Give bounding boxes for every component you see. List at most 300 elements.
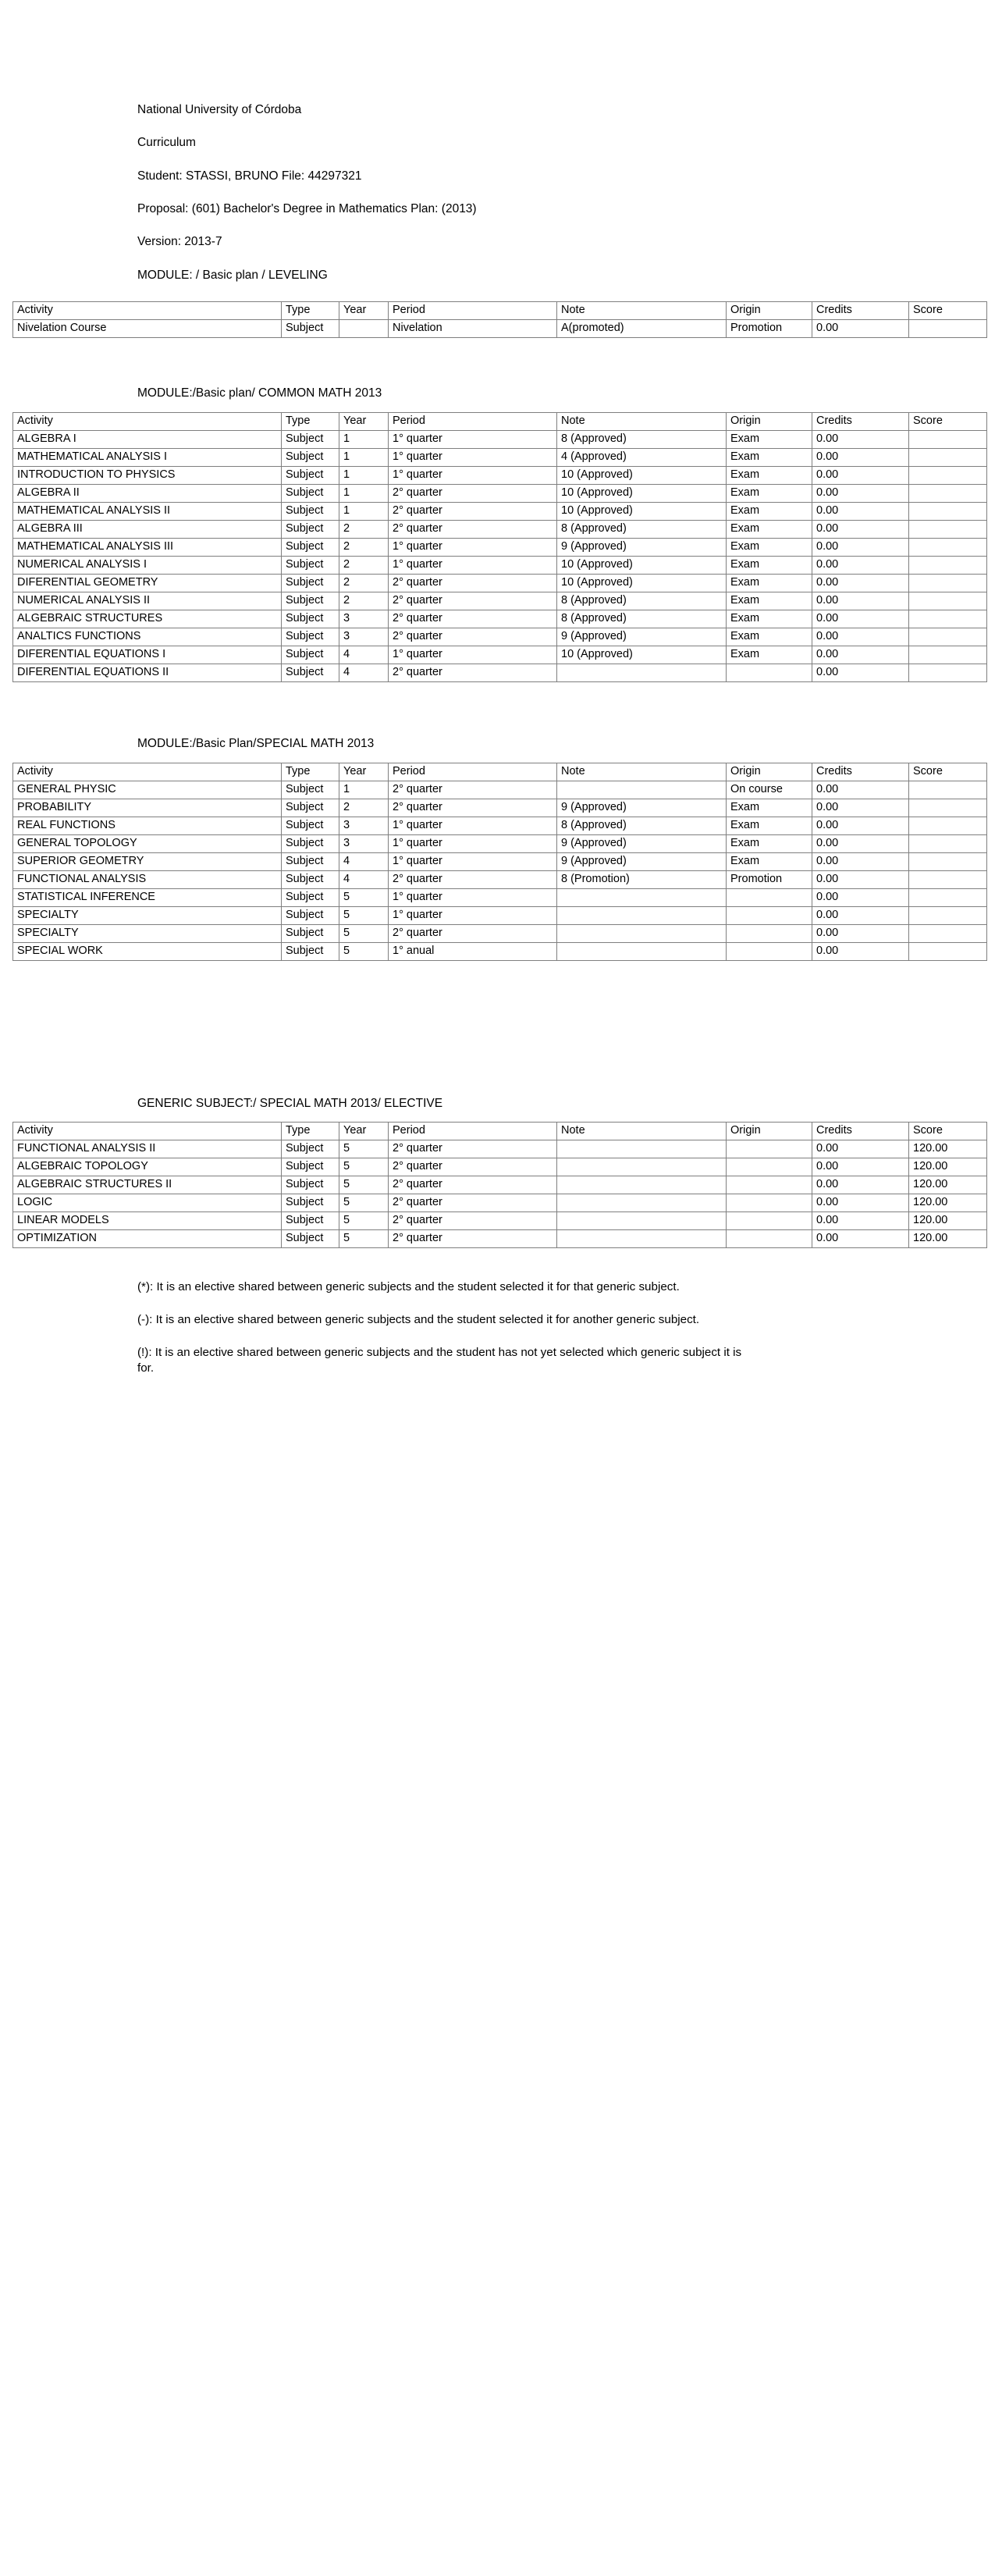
cell-note — [557, 1230, 727, 1248]
cell-credits: 0.00 — [812, 484, 909, 502]
cell-period: 2° quarter — [389, 1212, 557, 1230]
cell-activity: MATHEMATICAL ANALYSIS I — [13, 448, 282, 466]
cell-note: 4 (Approved) — [557, 448, 727, 466]
cell-note: 8 (Promotion) — [557, 870, 727, 888]
cell-origin: Exam — [727, 448, 812, 466]
cell-type: Subject — [282, 888, 339, 906]
cell-score: 120.00 — [909, 1230, 987, 1248]
cell-credits: 0.00 — [812, 924, 909, 942]
cell-credits: 0.00 — [812, 1230, 909, 1248]
cell-origin: Exam — [727, 520, 812, 538]
table-row — [13, 1212, 987, 1230]
column-header-activity: Activity — [13, 412, 282, 430]
spacer — [0, 338, 995, 386]
cell-score: 120.00 — [909, 1212, 987, 1230]
cell-score — [909, 817, 987, 834]
cell-year: 4 — [339, 664, 389, 681]
cell-credits: 0.00 — [812, 592, 909, 610]
cell-activity: NUMERICAL ANALYSIS II — [13, 592, 282, 610]
cell-year: 2 — [339, 520, 389, 538]
cell-credits: 0.00 — [812, 852, 909, 870]
cell-activity: DIFERENTIAL EQUATIONS I — [13, 646, 282, 664]
cell-period: 2° quarter — [389, 574, 557, 592]
cell-year: 1 — [339, 781, 389, 799]
cell-year: 5 — [339, 1158, 389, 1176]
cell-score: 120.00 — [909, 1194, 987, 1212]
cell-period: 1° anual — [389, 942, 557, 960]
section-title-special-math: MODULE:/Basic Plan/SPECIAL MATH 2013 — [137, 736, 375, 750]
column-header-note: Note — [557, 1123, 727, 1140]
cell-score: 120.00 — [909, 1158, 987, 1176]
table-row — [13, 538, 987, 556]
cell-note: 9 (Approved) — [557, 852, 727, 870]
column-header-year: Year — [339, 301, 389, 319]
cell-credits: 0.00 — [812, 888, 909, 906]
cell-note — [557, 1212, 727, 1230]
cell-note: A(promoted) — [557, 319, 727, 337]
table-row — [13, 781, 987, 799]
column-header-period: Period — [389, 301, 557, 319]
cell-activity: SUPERIOR GEOMETRY — [13, 852, 282, 870]
cell-credits: 0.00 — [812, 430, 909, 448]
cell-note — [557, 664, 727, 681]
cell-credits: 0.00 — [812, 1212, 909, 1230]
cell-activity: LINEAR MODELS — [13, 1212, 282, 1230]
cell-year: 2 — [339, 592, 389, 610]
cell-year: 3 — [339, 817, 389, 834]
spacer — [0, 961, 995, 1097]
cell-type: Subject — [282, 556, 339, 574]
cell-year: 3 — [339, 628, 389, 646]
cell-period: 2° quarter — [389, 924, 557, 942]
cell-note: 8 (Approved) — [557, 520, 727, 538]
table-body — [13, 430, 987, 681]
cell-type: Subject — [282, 870, 339, 888]
table-row — [13, 799, 987, 817]
table-elective — [12, 1122, 987, 1248]
cell-activity: PROBABILITY — [13, 799, 282, 817]
cell-year: 5 — [339, 1212, 389, 1230]
cell-credits: 0.00 — [812, 781, 909, 799]
cell-type: Subject — [282, 799, 339, 817]
section-title-common-math: MODULE:/Basic plan/ COMMON MATH 2013 — [137, 386, 382, 400]
table-row — [13, 1176, 987, 1194]
cell-origin: Exam — [727, 610, 812, 628]
cell-year: 2 — [339, 556, 389, 574]
cell-origin: Exam — [727, 817, 812, 834]
cell-type: Subject — [282, 1158, 339, 1176]
cell-credits: 0.00 — [812, 628, 909, 646]
cell-type: Subject — [282, 664, 339, 681]
cell-year — [339, 319, 389, 337]
table-row — [13, 319, 987, 337]
cell-credits: 0.00 — [812, 646, 909, 664]
cell-credits: 0.00 — [812, 664, 909, 681]
cell-note — [557, 1194, 727, 1212]
cell-activity: FUNCTIONAL ANALYSIS II — [13, 1140, 282, 1158]
cell-score — [909, 646, 987, 664]
legend-note-dash: (-): It is an elective shared between generic subjects and the student selected it for another generic subject. — [137, 1313, 700, 1327]
cell-score — [909, 448, 987, 466]
cell-type: Subject — [282, 1230, 339, 1248]
legend-notes — [0, 1273, 995, 1375]
cell-activity: SPECIALTY — [13, 924, 282, 942]
cell-activity: NUMERICAL ANALYSIS I — [13, 556, 282, 574]
column-header-credits: Credits — [812, 301, 909, 319]
table-body — [13, 1140, 987, 1248]
cell-score — [909, 430, 987, 448]
cell-score: 120.00 — [909, 1176, 987, 1194]
cell-note: 10 (Approved) — [557, 466, 727, 484]
cell-note — [557, 781, 727, 799]
column-header-note: Note — [557, 763, 727, 781]
cell-type: Subject — [282, 484, 339, 502]
cell-period: 2° quarter — [389, 870, 557, 888]
table-common-math — [12, 412, 987, 682]
table-row — [13, 484, 987, 502]
cell-period: 1° quarter — [389, 817, 557, 834]
cell-origin — [727, 1158, 812, 1176]
column-header-origin: Origin — [727, 763, 812, 781]
cell-score: 120.00 — [909, 1140, 987, 1158]
cell-period: 2° quarter — [389, 1176, 557, 1194]
table-row — [13, 852, 987, 870]
cell-type: Subject — [282, 852, 339, 870]
cell-credits: 0.00 — [812, 556, 909, 574]
section-title-leveling: MODULE: / Basic plan / LEVELING — [137, 268, 328, 282]
column-header-origin: Origin — [727, 1123, 812, 1140]
cell-activity: OPTIMIZATION — [13, 1230, 282, 1248]
cell-type: Subject — [282, 592, 339, 610]
cell-credits: 0.00 — [812, 799, 909, 817]
cell-type: Subject — [282, 574, 339, 592]
cell-period: 1° quarter — [389, 834, 557, 852]
cell-score — [909, 556, 987, 574]
table-special-math — [12, 763, 987, 961]
cell-note — [557, 888, 727, 906]
cell-note: 9 (Approved) — [557, 538, 727, 556]
column-header-score: Score — [909, 301, 987, 319]
cell-period: 2° quarter — [389, 592, 557, 610]
table-row — [13, 430, 987, 448]
cell-origin: Exam — [727, 538, 812, 556]
cell-type: Subject — [282, 1140, 339, 1158]
cell-credits: 0.00 — [812, 574, 909, 592]
cell-score — [909, 520, 987, 538]
cell-year: 5 — [339, 924, 389, 942]
cell-origin: Exam — [727, 852, 812, 870]
column-header-credits: Credits — [812, 1123, 909, 1140]
cell-type: Subject — [282, 1176, 339, 1194]
legend-note-exclamation: (!): It is an elective shared between generic subjects and the student has not yet selected which generic subject it is for. — [137, 1345, 742, 1375]
cell-credits: 0.00 — [812, 466, 909, 484]
cell-activity: ALGEBRA I — [13, 430, 282, 448]
cell-origin — [727, 924, 812, 942]
table-row — [13, 502, 987, 520]
cell-note: 8 (Approved) — [557, 817, 727, 834]
column-header-type: Type — [282, 412, 339, 430]
table-row — [13, 574, 987, 592]
cell-score — [909, 664, 987, 681]
cell-year: 5 — [339, 1140, 389, 1158]
cell-period: 2° quarter — [389, 610, 557, 628]
cell-origin — [727, 942, 812, 960]
table-header-row — [13, 301, 987, 319]
cell-origin: Exam — [727, 574, 812, 592]
column-header-period: Period — [389, 1123, 557, 1140]
cell-type: Subject — [282, 1194, 339, 1212]
table-row — [13, 1194, 987, 1212]
cell-activity: DIFERENTIAL EQUATIONS II — [13, 664, 282, 681]
cell-year: 5 — [339, 888, 389, 906]
cell-credits: 0.00 — [812, 448, 909, 466]
cell-year: 3 — [339, 834, 389, 852]
cell-year: 5 — [339, 1176, 389, 1194]
table-row — [13, 942, 987, 960]
cell-period: 2° quarter — [389, 1230, 557, 1248]
cell-type: Subject — [282, 942, 339, 960]
cell-credits: 0.00 — [812, 538, 909, 556]
table-row — [13, 870, 987, 888]
column-header-type: Type — [282, 1123, 339, 1140]
legend-note-asterisk: (*): It is an elective shared between generic subjects and the student selected it for that generic subject. — [137, 1280, 680, 1294]
cell-activity: ALGEBRA III — [13, 520, 282, 538]
cell-period: 1° quarter — [389, 466, 557, 484]
cell-type: Subject — [282, 430, 339, 448]
cell-origin: Exam — [727, 502, 812, 520]
cell-credits: 0.00 — [812, 817, 909, 834]
cell-period: Nivelation — [389, 319, 557, 337]
table-row — [13, 906, 987, 924]
cell-origin: Exam — [727, 556, 812, 574]
cell-period: 1° quarter — [389, 906, 557, 924]
cell-year: 5 — [339, 906, 389, 924]
cell-score — [909, 781, 987, 799]
university-name: National University of Córdoba — [137, 103, 302, 116]
cell-type: Subject — [282, 628, 339, 646]
table-row — [13, 664, 987, 681]
cell-score — [909, 484, 987, 502]
table-row — [13, 628, 987, 646]
cell-score — [909, 852, 987, 870]
cell-score — [909, 799, 987, 817]
cell-year: 5 — [339, 942, 389, 960]
column-header-credits: Credits — [812, 763, 909, 781]
cell-year: 1 — [339, 448, 389, 466]
cell-credits: 0.00 — [812, 1194, 909, 1212]
cell-note: 8 (Approved) — [557, 430, 727, 448]
cell-credits: 0.00 — [812, 502, 909, 520]
cell-type: Subject — [282, 781, 339, 799]
cell-origin — [727, 1194, 812, 1212]
cell-period: 1° quarter — [389, 556, 557, 574]
spacer — [0, 751, 995, 763]
cell-score — [909, 924, 987, 942]
cell-origin — [727, 1212, 812, 1230]
cell-origin: Exam — [727, 799, 812, 817]
cell-period: 1° quarter — [389, 646, 557, 664]
cell-type: Subject — [282, 319, 339, 337]
table-row — [13, 834, 987, 852]
column-header-activity: Activity — [13, 301, 282, 319]
cell-type: Subject — [282, 610, 339, 628]
cell-note: 8 (Approved) — [557, 610, 727, 628]
cell-score — [909, 888, 987, 906]
cell-origin — [727, 664, 812, 681]
cell-score — [909, 592, 987, 610]
spacer — [0, 1248, 995, 1273]
cell-period: 2° quarter — [389, 484, 557, 502]
column-header-type: Type — [282, 301, 339, 319]
cell-score — [909, 834, 987, 852]
section-title-elective: GENERIC SUBJECT:/ SPECIAL MATH 2013/ ELECTIVE — [137, 1096, 443, 1110]
cell-note: 10 (Approved) — [557, 556, 727, 574]
column-header-year: Year — [339, 412, 389, 430]
cell-origin — [727, 906, 812, 924]
cell-score — [909, 942, 987, 960]
table-row — [13, 556, 987, 574]
column-header-score: Score — [909, 763, 987, 781]
cell-origin: Promotion — [727, 319, 812, 337]
cell-type: Subject — [282, 520, 339, 538]
cell-origin: Exam — [727, 466, 812, 484]
cell-credits: 0.00 — [812, 610, 909, 628]
cell-activity: ANALTICS FUNCTIONS — [13, 628, 282, 646]
cell-activity: DIFERENTIAL GEOMETRY — [13, 574, 282, 592]
cell-year: 1 — [339, 430, 389, 448]
column-header-note: Note — [557, 412, 727, 430]
cell-activity: GENERAL TOPOLOGY — [13, 834, 282, 852]
cell-score — [909, 628, 987, 646]
cell-activity: ALGEBRAIC TOPOLOGY — [13, 1158, 282, 1176]
cell-note: 8 (Approved) — [557, 592, 727, 610]
cell-credits: 0.00 — [812, 906, 909, 924]
cell-activity: STATISTICAL INFERENCE — [13, 888, 282, 906]
column-header-origin: Origin — [727, 301, 812, 319]
cell-activity: ALGEBRAIC STRUCTURES — [13, 610, 282, 628]
cell-year: 2 — [339, 538, 389, 556]
table-header-row — [13, 1123, 987, 1140]
cell-origin — [727, 1140, 812, 1158]
cell-type: Subject — [282, 924, 339, 942]
cell-score — [909, 870, 987, 888]
cell-activity: MATHEMATICAL ANALYSIS III — [13, 538, 282, 556]
cell-period: 2° quarter — [389, 781, 557, 799]
cell-period: 2° quarter — [389, 628, 557, 646]
cell-score — [909, 319, 987, 337]
cell-activity: INTRODUCTION TO PHYSICS — [13, 466, 282, 484]
table-row — [13, 1140, 987, 1158]
table-leveling — [12, 301, 987, 338]
cell-note — [557, 906, 727, 924]
cell-note: 10 (Approved) — [557, 646, 727, 664]
cell-score — [909, 466, 987, 484]
cell-period: 1° quarter — [389, 852, 557, 870]
cell-origin: Exam — [727, 834, 812, 852]
column-header-year: Year — [339, 1123, 389, 1140]
cell-note: 9 (Approved) — [557, 628, 727, 646]
cell-credits: 0.00 — [812, 1140, 909, 1158]
cell-activity: SPECIALTY — [13, 906, 282, 924]
cell-period: 2° quarter — [389, 502, 557, 520]
spacer — [0, 400, 995, 412]
cell-credits: 0.00 — [812, 1176, 909, 1194]
table-row — [13, 888, 987, 906]
cell-period: 1° quarter — [389, 888, 557, 906]
cell-year: 4 — [339, 852, 389, 870]
spacer — [0, 1110, 995, 1122]
cell-year: 4 — [339, 870, 389, 888]
cell-origin: Exam — [727, 646, 812, 664]
cell-year: 2 — [339, 574, 389, 592]
cell-credits: 0.00 — [812, 942, 909, 960]
cell-type: Subject — [282, 502, 339, 520]
cell-credits: 0.00 — [812, 834, 909, 852]
cell-period: 2° quarter — [389, 1194, 557, 1212]
column-header-year: Year — [339, 763, 389, 781]
cell-credits: 0.00 — [812, 1158, 909, 1176]
column-header-activity: Activity — [13, 763, 282, 781]
column-header-type: Type — [282, 763, 339, 781]
cell-year: 5 — [339, 1194, 389, 1212]
cell-origin — [727, 1176, 812, 1194]
cell-type: Subject — [282, 906, 339, 924]
cell-activity: LOGIC — [13, 1194, 282, 1212]
student-info: Student: STASSI, BRUNO File: 44297321 — [137, 169, 362, 183]
document-header — [0, 0, 995, 282]
cell-note: 10 (Approved) — [557, 574, 727, 592]
cell-note — [557, 1140, 727, 1158]
cell-score — [909, 610, 987, 628]
cell-activity: ALGEBRA II — [13, 484, 282, 502]
table-header-row — [13, 763, 987, 781]
cell-credits: 0.00 — [812, 520, 909, 538]
cell-note: 10 (Approved) — [557, 502, 727, 520]
cell-origin: On course — [727, 781, 812, 799]
cell-type: Subject — [282, 646, 339, 664]
cell-origin — [727, 888, 812, 906]
table-body — [13, 781, 987, 960]
cell-year: 1 — [339, 466, 389, 484]
cell-note: 9 (Approved) — [557, 799, 727, 817]
cell-activity: SPECIAL WORK — [13, 942, 282, 960]
cell-year: 4 — [339, 646, 389, 664]
cell-score — [909, 538, 987, 556]
table-row — [13, 1158, 987, 1176]
cell-origin: Exam — [727, 430, 812, 448]
cell-credits: 0.00 — [812, 870, 909, 888]
cell-score — [909, 502, 987, 520]
cell-type: Subject — [282, 817, 339, 834]
cell-activity: FUNCTIONAL ANALYSIS — [13, 870, 282, 888]
cell-type: Subject — [282, 538, 339, 556]
cell-year: 5 — [339, 1230, 389, 1248]
cell-type: Subject — [282, 448, 339, 466]
cell-period: 2° quarter — [389, 1140, 557, 1158]
column-header-score: Score — [909, 1123, 987, 1140]
cell-origin: Exam — [727, 592, 812, 610]
cell-year: 1 — [339, 502, 389, 520]
cell-period: 2° quarter — [389, 664, 557, 681]
cell-activity: GENERAL PHYSIC — [13, 781, 282, 799]
table-header-row — [13, 412, 987, 430]
table-row — [13, 610, 987, 628]
cell-note — [557, 1158, 727, 1176]
cell-score — [909, 906, 987, 924]
cell-type: Subject — [282, 466, 339, 484]
table-row — [13, 646, 987, 664]
cell-origin: Exam — [727, 484, 812, 502]
